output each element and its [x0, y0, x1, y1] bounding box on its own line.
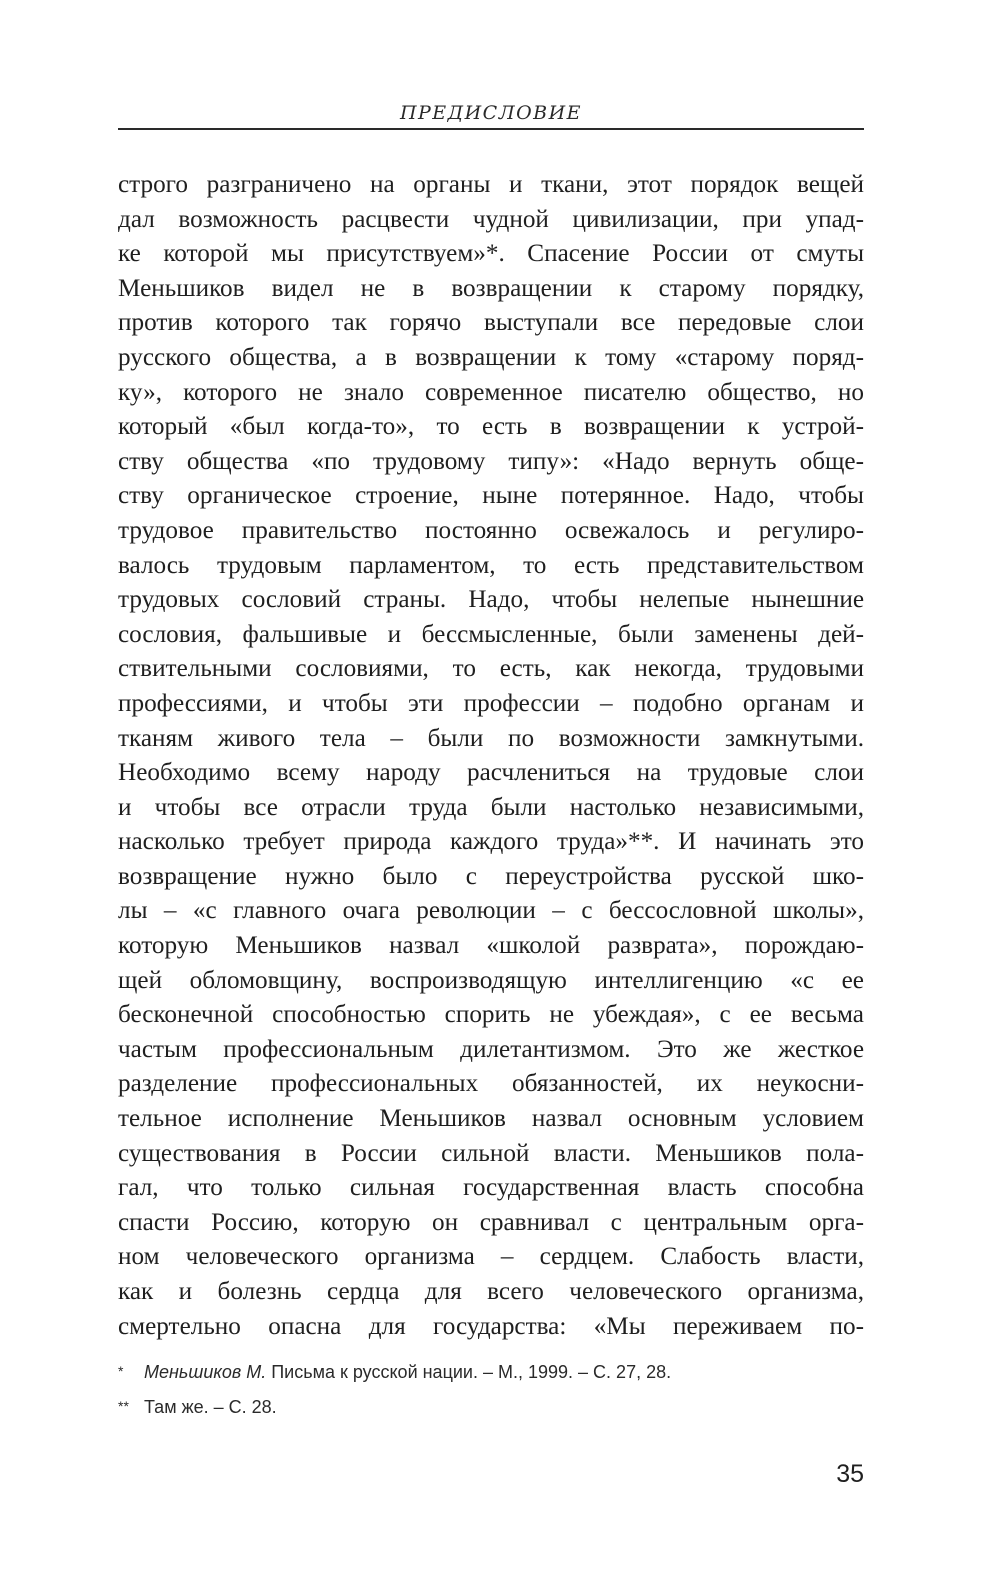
- footnote-text: Письма к русской нации. – М., 1999. – С. 27, 28.: [266, 1362, 672, 1382]
- body-text: [118, 168, 864, 1344]
- footnotes: [118, 1354, 864, 1424]
- footnote-mark: *: [118, 1363, 124, 1379]
- text-line: частым профессиональным дилетантизмом. Это же жесткое: [118, 1035, 864, 1063]
- text-line: лы – «с главного очага революции – с бессословной школы»,: [118, 897, 864, 925]
- text-line: бесконечной способностью спорить не убеждая», с ее весьма: [118, 1001, 864, 1029]
- footnote-1: [118, 1354, 864, 1389]
- page-number: 35: [836, 1460, 864, 1488]
- running-head: ПРЕДИСЛОВИЕ: [399, 102, 583, 124]
- header-rule: [118, 128, 864, 130]
- text-line: насколько требует природа каждого труда»**. И начинать это: [118, 828, 864, 856]
- footnote-author: Меньшиков М.: [144, 1362, 267, 1382]
- footnote-mark: **: [118, 1398, 129, 1414]
- text-line: гал, что только сильная государственная власть способна: [118, 1174, 864, 1202]
- footnote-2: [118, 1389, 864, 1424]
- text-line: ном человеческого организма – сердцем. Слабость власти,: [118, 1243, 864, 1271]
- text-line: сословия, фальшивые и бессмысленные, были заменены дей-: [118, 620, 864, 648]
- text-line: против которого так горячо выступали все передовые слои: [118, 309, 864, 337]
- text-line: трудовых сословий страны. Надо, чтобы нелепые нынешние: [118, 586, 864, 614]
- text-line: ку», которого не знало современное писателю общество, но: [118, 378, 864, 406]
- text-line: и чтобы все отрасли труда были настолько независимыми,: [118, 793, 864, 821]
- text-line: возвращение нужно было с переустройства русской шко-: [118, 862, 864, 890]
- text-line: смертельно опасна для государства: «Мы переживаем по-: [118, 1312, 864, 1340]
- text-line: Меньшиков видел не в возвращении к старому порядку,: [118, 274, 864, 302]
- text-line: строго разграничено на органы и ткани, этот порядок вещей: [118, 171, 864, 198]
- text-line: профессиями, и чтобы эти профессии – подобно органам и: [118, 689, 864, 717]
- text-line: которую Меньшиков назвал «школой разврата», порождаю-: [118, 932, 864, 960]
- text-line: как и болезнь сердца для всего человеческого организма,: [118, 1278, 864, 1305]
- text-line: щей обломовщину, воспроизводящую интеллигенцию «с ее: [118, 966, 864, 994]
- text-line: существования в России сильной власти. Меньшиков пола-: [118, 1139, 864, 1167]
- text-line: разделение профессиональных обязанностей, их неукосни-: [118, 1070, 864, 1098]
- text-line: русского общества, а в возвращении к тому «старому поряд-: [118, 343, 864, 371]
- text-line: Необходимо всему народу расчлениться на трудовые слои: [118, 759, 864, 787]
- text-line: дал возможность расцвести чудной цивилизации, при упад-: [118, 205, 864, 233]
- text-line: трудовое правительство постоянно освежалось и регулиро-: [118, 516, 864, 544]
- text-line: ке которой мы присутствуем»*. Спасение России от смуты: [118, 240, 864, 268]
- text-line: ству общества «по трудовому типу»: «Надо вернуть обще-: [118, 447, 864, 475]
- text-line: который «был когда-то», то есть в возвращении к устрой-: [118, 413, 864, 441]
- text-line: валось трудовым парламентом, то есть представительством: [118, 551, 864, 579]
- text-line: ствительными сословиями, то есть, как некогда, трудовыми: [118, 655, 864, 683]
- text-line: тельное исполнение Меньшиков назвал основным условием: [118, 1105, 864, 1133]
- text-line: ству органическое строение, ныне потерянное. Надо, чтобы: [118, 482, 864, 510]
- text-line: спасти Россию, которую он сравнивал с центральным орга-: [118, 1208, 864, 1236]
- footnote-text: Там же. – С. 28.: [144, 1397, 277, 1417]
- text-line: тканям живого тела – были по возможности замкнутыми.: [118, 724, 864, 752]
